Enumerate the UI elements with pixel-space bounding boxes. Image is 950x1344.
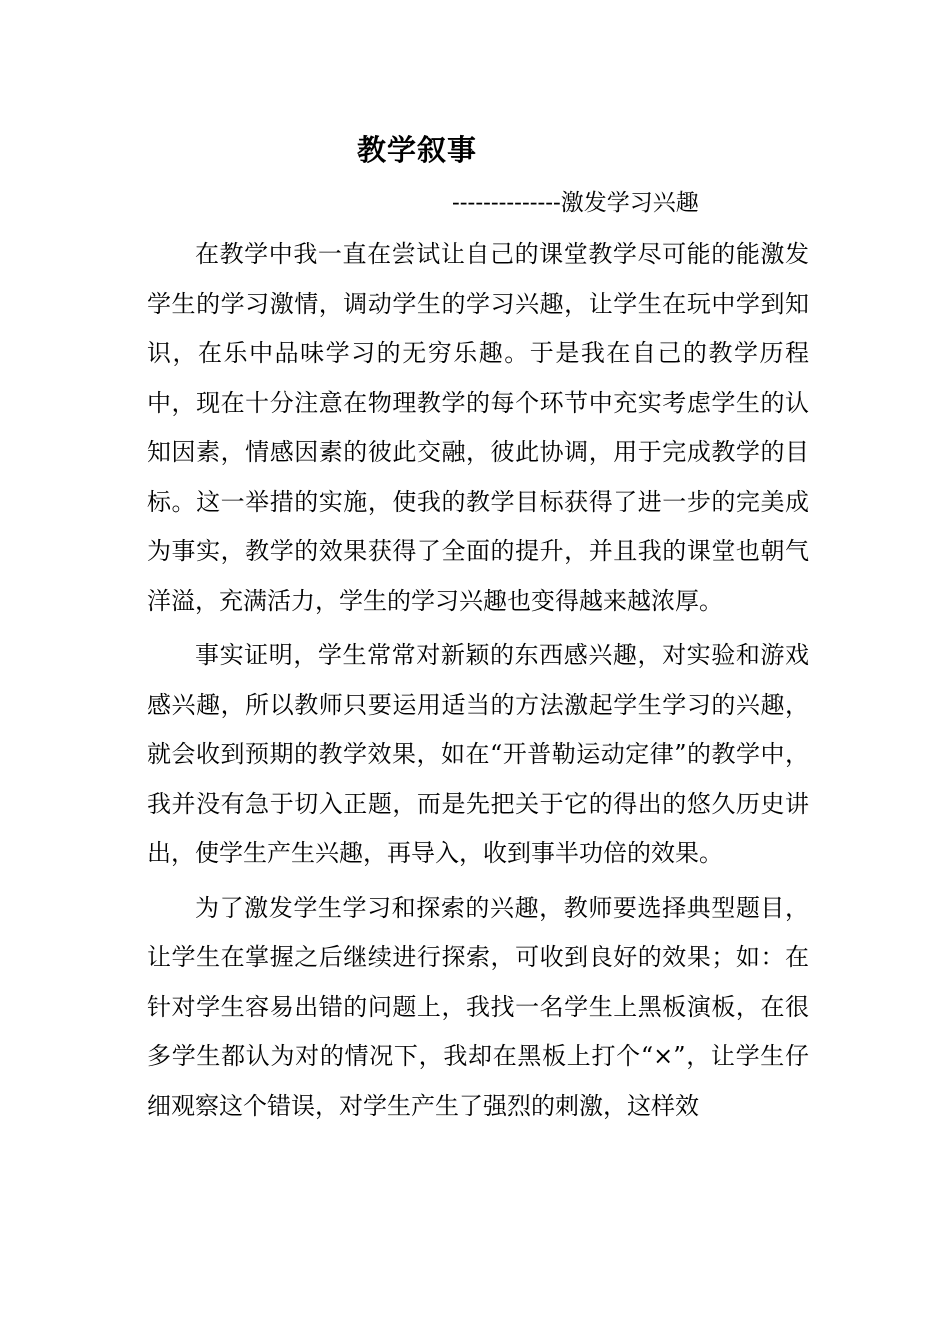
document-title: 教学叙事	[357, 133, 478, 167]
document-body	[147, 230, 809, 1136]
paragraph-3: 为了激发学生学习和探索的兴趣，教师要选择典型题目，让学生在掌握之后继续进行探索，可收到良好的效果；如：在针对学生容易出错的问题上，我找一名学生上黑板演板，在很多学生都认为对的情况下，我却在黑板上打个“×”，让学生仔细观察这个错误，对学生产生了强烈的刺激，这样效	[147, 893, 809, 1120]
paragraph-2: 事实证明，学生常常对新颖的东西感兴趣，对实验和游戏感兴趣，所以教师只要运用适当的方法激起学生学习的兴趣，就会收到预期的教学效果，如在“开普勒运动定律”的教学中，我并没有急于切入正题，而是先把关于它的得出的悠久历史讲出，使学生产生兴趣，再导入，收到事半功倍的效果。	[147, 641, 809, 867]
paragraph-1: 在教学中我一直在尝试让自己的课堂教学尽可能的能激发学生的学习激情，调动学生的学习兴趣，让学生在玩中学到知识，在乐中品味学习的无穷乐趣。于是我在自己的教学历程中，现在十分注意在物理教学的每个环节中充实考虑学生的认知因素，情感因素的彼此交融，彼此协调，用于完成教学的目标。这一举措的实施，使我的教学目标获得了进一步的完美成为事实，教学的效果获得了全面的提升，并且我的课堂也朝气洋溢，充满活力，学生的学习兴趣也变得越来越浓厚。	[147, 240, 809, 615]
document-subtitle: --------------激发学习兴趣	[452, 190, 699, 216]
